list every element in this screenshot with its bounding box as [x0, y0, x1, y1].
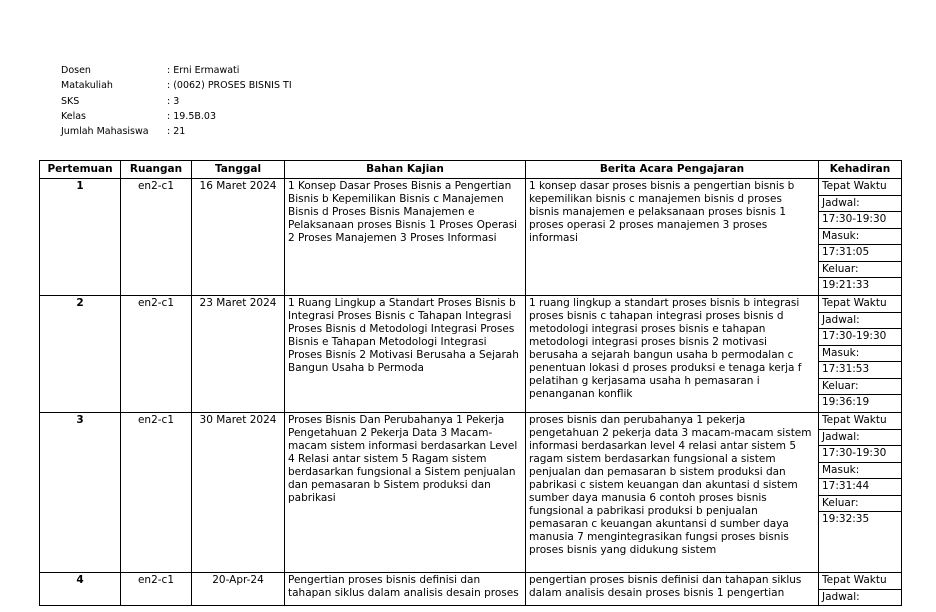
tanggal-cell: 16 Maret 2024 — [192, 179, 285, 296]
bahan-kajian-cell — [285, 573, 526, 606]
col-header-bahan-kajian: Bahan Kajian — [285, 161, 526, 179]
table-row — [40, 296, 902, 413]
sks-value: : 3 — [167, 95, 180, 107]
check-in-value: 17:31:05 — [819, 245, 901, 262]
check-in-label: Masuk: — [819, 463, 901, 480]
check-in-value: 17:31:53 — [819, 362, 901, 379]
check-in-label: Masuk: — [819, 346, 901, 363]
table-row — [40, 413, 902, 573]
berita-acara-text: 1 konsep dasar proses bisnis a pengertian bisnis b kepemilikan bisnis c manajemen bisnis d proses bisnis manajemen e pelaksanaan proses bisnis 1 proses operasi 2 proses manajemen 3 proses informasi — [529, 180, 795, 244]
check-in-label: Masuk: — [819, 229, 901, 246]
schedule-value: 17:30-19:30 — [819, 212, 901, 229]
matakuliah-label: Matakuliah — [61, 80, 113, 92]
berita-acara-cell — [526, 413, 819, 573]
attendance-status: Tepat Waktu — [819, 413, 901, 430]
berita-acara-cell — [526, 179, 819, 296]
bahan-kajian-cell — [285, 296, 526, 413]
tanggal-cell: 23 Maret 2024 — [192, 296, 285, 413]
bahan-kajian-cell — [285, 179, 526, 296]
schedule-label: Jadwal: — [819, 313, 901, 330]
check-out-label: Keluar: — [819, 379, 901, 396]
schedule-value: 17:30-19:30 — [819, 329, 901, 346]
attendance-status: Tepat Waktu — [819, 573, 901, 590]
kehadiran-cell — [819, 179, 902, 296]
kehadiran-cell — [819, 573, 902, 606]
jumlah-mahasiswa-label: Jumlah Mahasiswa — [61, 126, 149, 138]
col-header-tanggal: Tanggal — [192, 161, 285, 179]
berita-acara-cell — [526, 296, 819, 413]
ruangan-cell: en2-c1 — [121, 573, 192, 606]
col-header-berita-acara: Berita Acara Pengajaran — [526, 161, 819, 179]
tanggal-cell: 30 Maret 2024 — [192, 413, 285, 573]
ruangan-cell: en2-c1 — [121, 413, 192, 573]
table-row — [40, 179, 902, 296]
sks-label: SKS — [61, 95, 80, 107]
table-header-row — [40, 161, 902, 179]
bahan-kajian-text: 1 Ruang Lingkup a Standart Proses Bisnis b Integrasi Proses Bisnis c Tahapan Integrasi Proses Bisnis d Metodologi Integrasi Proses Bisnis e Tahapan Metodologi Integrasi Proses Bisnis 2 Motivasi Berusaha a Sejarah Bangun Usaha b Permoda — [288, 297, 519, 374]
jumlah-mahasiswa-value: : 21 — [167, 126, 186, 138]
jumlah-mahasiswa-row — [61, 124, 292, 139]
pertemuan-cell: 2 — [40, 296, 121, 413]
teaching-report-table — [39, 160, 902, 606]
schedule-label: Jadwal: — [819, 430, 901, 447]
check-out-label: Keluar: — [819, 262, 901, 279]
attendance-status: Tepat Waktu — [819, 179, 901, 196]
check-out-value: 19:32:35 — [822, 513, 870, 525]
kehadiran-cell — [819, 296, 902, 413]
matakuliah-value: : (0062) PROSES BISNIS TI — [167, 80, 292, 92]
col-header-kehadiran: Kehadiran — [819, 161, 902, 179]
pertemuan-cell: 1 — [40, 179, 121, 296]
bahan-kajian-cell — [285, 413, 526, 573]
pertemuan-cell: 4 — [40, 573, 121, 606]
berita-acara-text: pengertian proses bisnis definisi dan tahapan siklus dalam analisis desain proses bisnis 1 pengertian — [529, 574, 802, 599]
berita-acara-text: 1 ruang lingkup a standart proses bisnis b integrasi proses bisnis c tahapan integrasi proses bisnis d metodologi integrasi proses bisnis e tahapan metodologi integrasi proses bisnis 2 motivasi berusaha a sejarah bangun usaha b permodalan c penentuan lokasi d proses produksi e tenaga kerja f pelatihan g kerjasama usaha h pemasaran i penanganan konflik — [529, 297, 802, 400]
check-out-value: 19:36:19 — [822, 396, 870, 408]
col-header-pertemuan: Pertemuan — [40, 161, 121, 179]
schedule-label: Jadwal: — [819, 196, 901, 213]
table-row — [40, 573, 902, 606]
kelas-row — [61, 109, 292, 124]
schedule-value: 17:30-19:30 — [819, 446, 901, 463]
kehadiran-cell — [819, 413, 902, 573]
col-header-ruangan: Ruangan — [121, 161, 192, 179]
course-info — [61, 63, 292, 139]
schedule-label: Jadwal: — [822, 590, 860, 603]
berita-acara-text: proses bisnis dan perubahanya 1 pekerja pengetahuan 2 pekerja data 3 macam-macam sistem informasi berdasarkan level 4 relasi antar sistem 5 ragam sistem berdasarkan fungsional a sistem penjualan dan pemasaran b sistem produksi dan pabrikasi c sistem keuangan dan akuntasi d sistem sumber daya manusia 6 contoh proses bisnis fungsional a pabrikasi produksi b penjualan pemasaran c keuangan akuntansi d sumber daya manusia 7 mengintegrasikan fungsi proses bisnis proses bisnis yang didukung sistem — [529, 414, 812, 556]
berita-acara-cell — [526, 573, 819, 606]
dosen-row — [61, 63, 292, 78]
dosen-label: Dosen — [61, 65, 91, 76]
pertemuan-cell: 3 — [40, 413, 121, 573]
bahan-kajian-text: 1 Konsep Dasar Proses Bisnis a Pengertian Bisnis b Kepemilikan Bisnis c Manajemen Bisnis d Proses Bisnis Manajemen e Pelaksanaan proses Bisnis 1 Proses Operasi 2 Proses Manajemen 3 Proses Informasi — [288, 180, 518, 244]
sks-row — [61, 94, 292, 109]
ruangan-cell: en2-c1 — [121, 296, 192, 413]
ruangan-cell: en2-c1 — [121, 179, 192, 296]
check-out-label: Keluar: — [819, 496, 901, 513]
check-out-value: 19:21:33 — [822, 279, 870, 291]
bahan-kajian-text: Proses Bisnis Dan Perubahanya 1 Pekerja Pengetahuan 2 Pekerja Data 3 Macam-macam sistem informasi berdasarkan Level 4 Relasi antar sistem 5 Ragam sistem berdasarkan fungsional a Sistem penjualan dan pemasaran b Sistem produksi dan pabrikasi — [288, 414, 518, 504]
check-in-value: 17:31:44 — [819, 479, 901, 496]
kelas-value: : 19.5B.03 — [167, 110, 216, 122]
attendance-status: Tepat Waktu — [819, 296, 901, 313]
bahan-kajian-text: Pengertian proses bisnis definisi dan tahapan siklus dalam analisis desain proses — [288, 574, 519, 599]
kelas-label: Kelas — [61, 110, 87, 122]
tanggal-cell: 20-Apr-24 — [192, 573, 285, 606]
matakuliah-row — [61, 78, 292, 93]
dosen-value: : Erni Ermawati — [167, 65, 240, 76]
